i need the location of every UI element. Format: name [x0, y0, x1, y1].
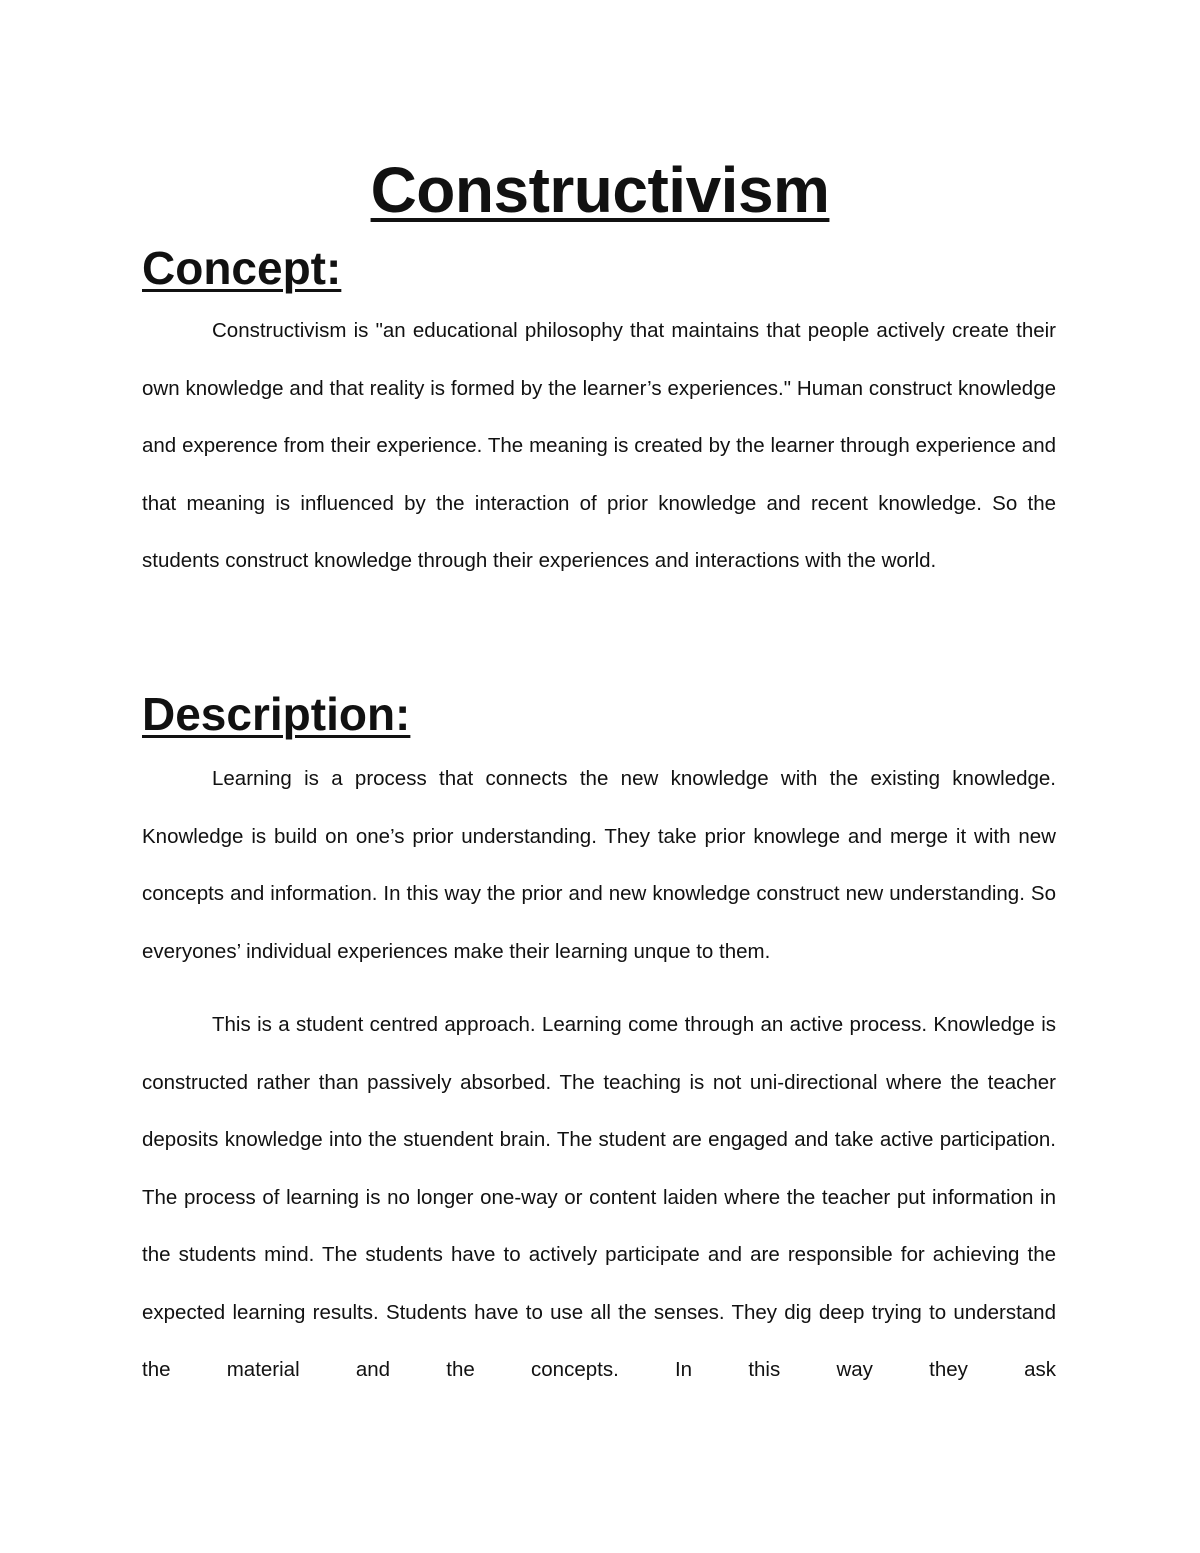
section-heading-concept: Concept: — [142, 242, 342, 294]
description-paragraph-1: Learning is a process that connects the new knowledge with the existing knowledge. Knowledge is build on one’s prior understanding. They take prior knowlege and merge it with new concepts and information. In this way the prior and new knowledge construct new understanding. So everyones’ individual experiences make their learning unque to them. — [142, 767, 1056, 963]
document-title: Constructivism — [370, 154, 830, 226]
section-heading-description: Description: — [142, 688, 411, 740]
concept-paragraph: Constructivism is "an educational philosophy that maintains that people actively create their own knowledge and that reality is formed by the learner’s experiences." Human construct knowledge and experence from their experience. The meaning is created by the learner through experience and that meaning is influenced by the interaction of prior knowledge and recent knowledge. So the students construct knowledge through their experiences and interactions with the world. — [142, 319, 1056, 572]
description-paragraph-2: This is a student centred approach. Learning come through an active process. Knowledge is constructed rather than passively absorbed. The teaching is not uni-directional where the teacher deposits knowledge into the stuendent brain. The student are engaged and take active participation. The process of learning is no longer one-way or content laiden where the teacher put information in the students mind. The students have to actively participate and are responsible for achieving the expected learning results. Students have to use all the senses. They dig deep trying to understand the material and the concepts. In this way they ask — [142, 1013, 1056, 1381]
